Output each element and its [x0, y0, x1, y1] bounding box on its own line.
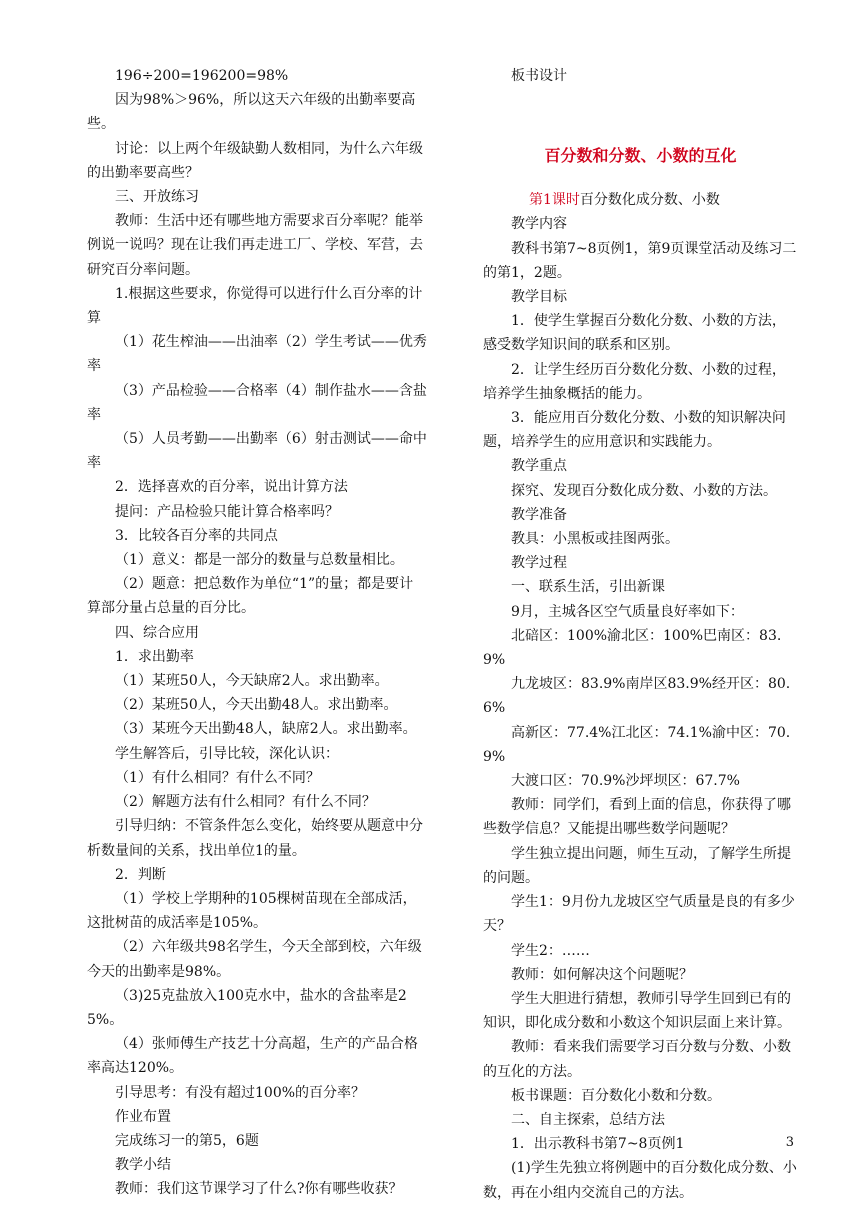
text-line: 教具：小黑板或挂图两张。: [511, 531, 679, 548]
text-line: 一、联系生活，引出新课: [511, 579, 665, 596]
text-line: 学生2：……: [511, 942, 590, 959]
text-line: （2）六年级共98名学生，今天全部到校，六年级今天的出勤率是98%。: [87, 939, 422, 980]
text-line: 1.根据这些要求，你觉得可以进行什么百分率的计算: [87, 285, 423, 327]
text-line: （1）有什么相同？有什么不同？: [115, 769, 320, 786]
text-line: 1．出示教科书第7~8页例1: [511, 1136, 685, 1153]
text-line: 讨论：以上两个年级缺勤人数相同，为什么六年级的出勤率要高些？: [87, 140, 423, 181]
text-line: 学生1：9月份九龙坡区空气质量是良的有多少天？: [483, 894, 795, 935]
section-heading: 作业布置: [115, 1108, 171, 1125]
text-line: 2．判断: [115, 866, 166, 883]
text-line: （1）意义：都是一部分的数量与总数量相比。: [115, 552, 404, 569]
text-line: 教师：我们这节课学习了什么?你有哪些收获？: [115, 1181, 403, 1198]
section-heading: 三、开放练习: [115, 189, 199, 206]
text-line: （2）某班50人，今天出勤48人。求出勤率。: [115, 697, 398, 714]
text-line: 196÷200=196200=98%: [115, 68, 289, 84]
text-line: 教科书第7~8页例1，第9页课堂活动及练习二的第1，2题。: [483, 240, 797, 281]
text-line: （2）题意：把总数作为单位“1”的量；都是要计算部分量占总量的百分比。: [87, 576, 414, 617]
left-column: [87, 64, 427, 1202]
text-line: 1．求出勤率: [115, 648, 194, 665]
text-line: 2．让学生经历百分数化分数、小数的过程，培养学生抽象概括的能力。: [483, 361, 786, 402]
lesson-number: 第1课时: [529, 192, 580, 209]
text-line: 完成练习一的第5，6题: [115, 1132, 259, 1149]
text-line: （3）某班今天出勤48人，缺席2人。求出勤率。: [115, 721, 417, 738]
text-line: （1）花生榨油——出油率（2）学生考试——优秀率: [87, 334, 427, 375]
section-heading: 教学重点: [511, 458, 567, 475]
section-heading: 教学小结: [115, 1157, 171, 1174]
text-line: （3)25克盐放入100克水中，盐水的含盐率是25%。: [87, 987, 407, 1028]
text-line: （1）某班50人，今天缺席2人。求出勤率。: [115, 673, 389, 690]
text-line: 1．使学生掌握百分数化分数、小数的方法，感受数学知识间的联系和区别。: [483, 313, 786, 354]
text-line: 教师：同学们，看到上面的信息，你获得了哪些数学信息？又能提出哪些数学问题呢？: [483, 797, 791, 838]
text-line: （1）学校上学期种的105棵树苗现在全部成活，这批树苗的成活率是105%。: [87, 890, 417, 932]
text-line: 教师：生活中还有哪些地方需要求百分率呢？能举例说一说吗？现在让我们再走进工厂、学校、军营，去研究百分率问题。: [87, 213, 423, 278]
right-column: [483, 64, 798, 1205]
section-heading: 四、综合应用: [115, 624, 199, 641]
text-line: 板书课题：百分数化小数和分数。: [511, 1087, 721, 1104]
section-heading: 教学内容: [511, 216, 567, 233]
text-line: 提问：产品检验只能计算合格率吗？: [115, 503, 339, 520]
text-line: 高新区：77.4%江北区：74.1%渝中区：70.9%: [483, 724, 791, 765]
section-heading: 教学准备: [511, 506, 567, 523]
text-line: 学生独立提出问题，师生互动，了解学生所提的问题。: [483, 845, 791, 886]
text-line: （5）人员考勤——出勤率（6）射击测试——命中率: [87, 431, 427, 472]
text-line: 北碚区：100%渝北区：100%巴南区：83.9%: [483, 627, 782, 669]
text-line: 3．比较各百分率的共同点: [115, 527, 278, 544]
chapter-heading: 百分数和分数、小数的互化: [544, 146, 737, 166]
section-heading: 教学目标: [511, 289, 567, 306]
section-heading: 教学过程: [511, 555, 567, 572]
text-line: 教师：如何解决这个问题呢？: [511, 966, 693, 983]
text-line: 教师：看来我们需要学习百分数与分数、小数的互化的方法。: [483, 1039, 791, 1080]
text-line: （4）张师傅生产技艺十分高超，生产的产品合格率高达120%。: [87, 1036, 418, 1077]
board-design-label: 板书设计: [511, 68, 567, 84]
text-line: （3）产品检验——合格率（4）制作盐水——含盐率: [87, 382, 427, 423]
text-line: 引导思考：有没有超过100%的百分率？: [115, 1084, 366, 1101]
text-line: 3．能应用百分数化分数、小数的知识解决问题，培养学生的应用意识和实践能力。: [483, 410, 786, 451]
lesson-title: [483, 188, 798, 212]
text-line: (1)学生先独立将例题中的百分数化成分数、小数，再在小组内交流自己的方法。: [483, 1160, 797, 1201]
text-line: 探究、发现百分数化成分数、小数的方法。: [511, 482, 777, 499]
section-heading: 二、自主探索，总结方法: [511, 1111, 665, 1128]
text-line: 学生解答后，引导比较，深化认识：: [115, 745, 339, 762]
text-line: 九龙坡区：83.9%南岸区83.9%经开区：80.6%: [483, 676, 791, 717]
text-line: 2．选择喜欢的百分率，说出计算方法: [115, 479, 348, 496]
lesson-name: 百分数化成分数、小数: [579, 192, 720, 209]
text-line: （2）解题方法有什么相同？有什么不同？: [115, 794, 376, 811]
text-line: 因为98%＞96%，所以这天六年级的出勤率要高些。: [87, 92, 416, 133]
page-number: 3: [785, 1135, 794, 1150]
text-line: 9月，主城各区空气质量良好率如下：: [511, 603, 744, 620]
text-line: 引导归纳：不管条件怎么变化，始终要从题意中分析数量间的关系，找出单位1的量。: [87, 818, 423, 859]
text-line: 学生大胆进行猜想，教师引导学生回到已有的知识，即化成分数和小数这个知识层面上来计算。: [483, 990, 791, 1032]
text-line: 大渡口区：70.9%沙坪坝区：67.7%: [511, 773, 740, 790]
